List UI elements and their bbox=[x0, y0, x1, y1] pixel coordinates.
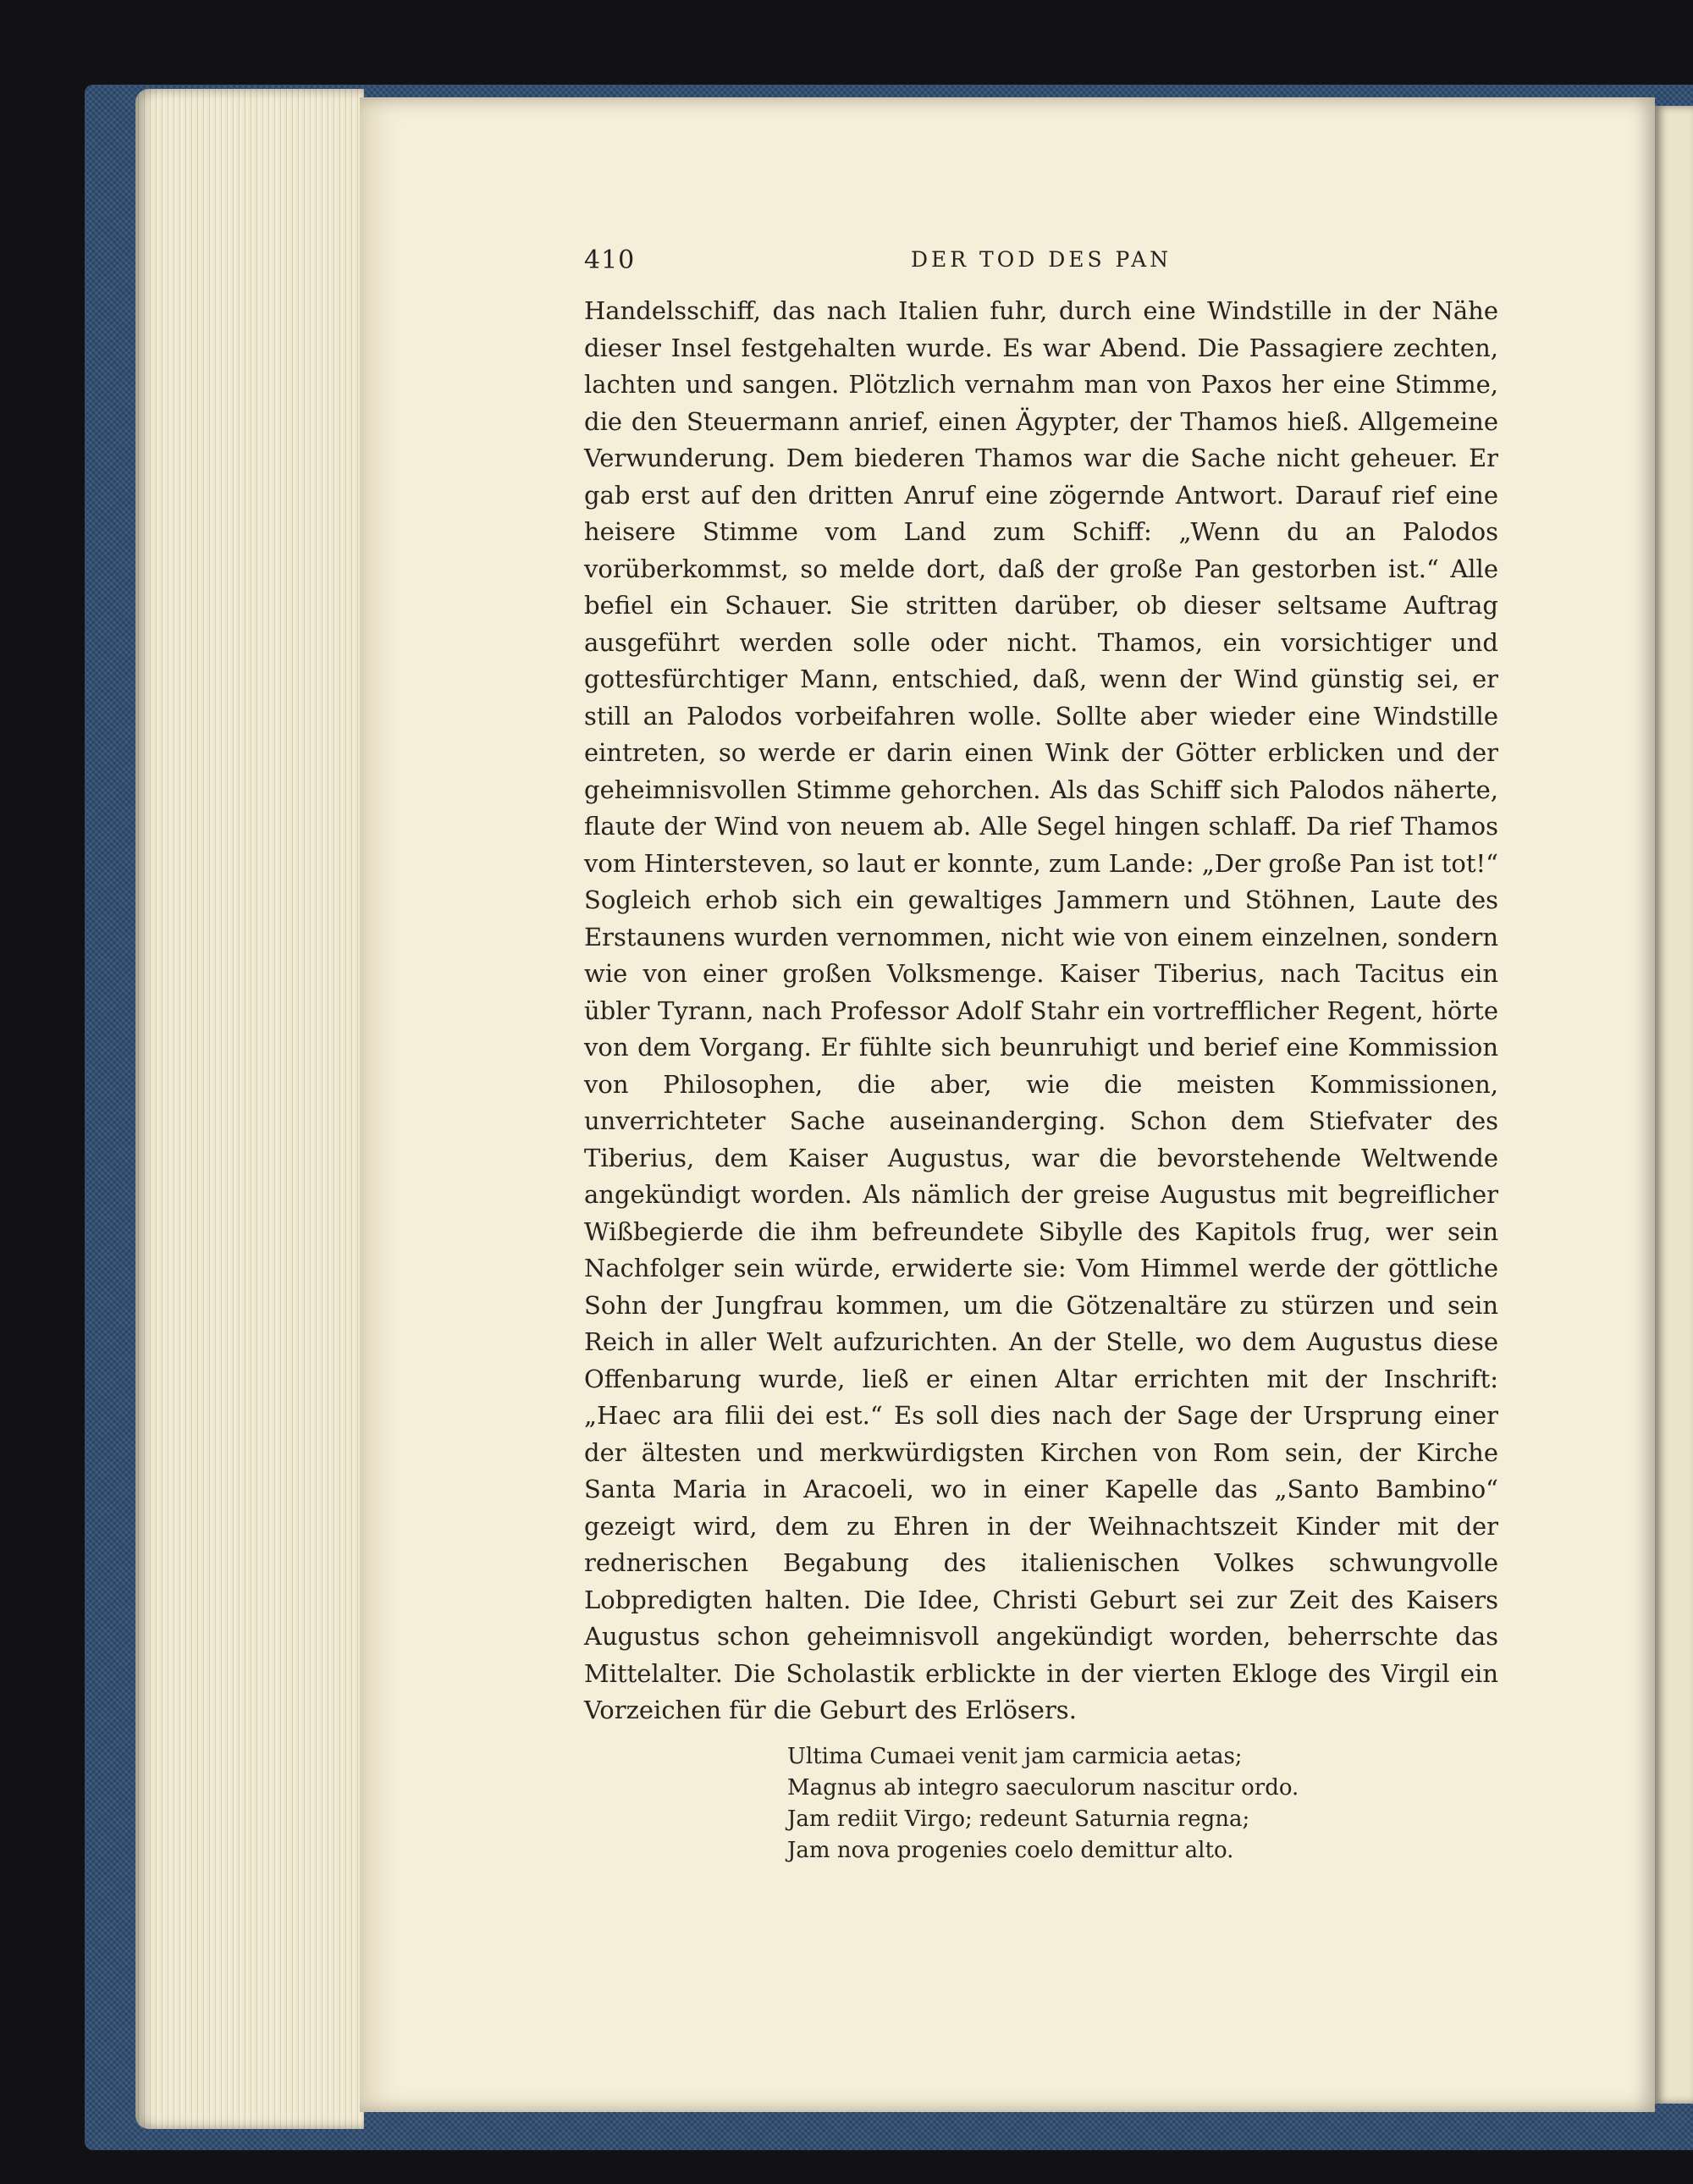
running-head bbox=[584, 245, 1498, 279]
next-page-edge bbox=[1655, 106, 1693, 2104]
verse-block bbox=[787, 1741, 1498, 1867]
verse-line: Magnus ab integro saeculorum nascitur ordo. bbox=[787, 1774, 1299, 1801]
verse-line: Jam nova progenies coelo demittur alto. bbox=[787, 1837, 1234, 1863]
verse-line: Jam rediit Virgo; redeunt Saturnia regna; bbox=[787, 1806, 1250, 1832]
verse-line: Ultima Cumaei venit jam carmicia aetas; bbox=[787, 1743, 1243, 1769]
page-content bbox=[584, 245, 1498, 1867]
body-paragraph: Handelsschiff, das nach Italien fuhr, durch eine Windstille in der Nähe dieser Insel festgehalten wurde. Es war Abend. Die Passagiere zechten, lachten und sangen. Plötzlich vernahm man von Paxos her eine Stimme, die den Steuermann anrief, einen Ägypter, der Thamos hieß. Allgemeine Verwunderung. Dem biederen Thamos war die Sache nicht geheuer. Er gab erst auf den dritten Anruf eine zögernde Antwort. Darauf rief eine heisere Stimme vom Land zum Schiff: „Wenn du an Palodos vorüberkommst, so melde dort, daß der große Pan gestorben ist.“ Alle befiel ein Schauer. Sie stritten darüber, ob dieser seltsame Auftrag ausgeführt werden solle oder nicht. Thamos, ein vorsichtiger und gottesfürchtiger Mann, entschied, daß, wenn der Wind günstig sei, er still an Palodos vorbeifahren wolle. Sollte aber wieder eine Windstille eintreten, so werde er darin einen Wink der Götter erblicken und der geheimnisvollen Stimme gehorchen. Als das Schiff sich Palodos näherte, flaute der Wind von neuem ab. Alle Segel hingen schlaff. Da rief Thamos vom Hintersteven, so laut er konnte, zum Lande: „Der große Pan ist tot!“ Sogleich erhob sich ein gewaltiges Jammern und Stöhnen, Laute des Erstaunens wurden vernommen, nicht wie von einem einzelnen, sondern wie von einer großen Volksmenge. Kaiser Tiberius, nach Tacitus ein übler Tyrann, nach Professor Adolf Stahr ein vortrefflicher Regent, hörte von dem Vorgang. Er fühlte sich beunruhigt und berief eine Kommission von Philosophen, die aber, wie die meisten Kommissionen, unverrichteter Sache auseinanderging. Schon dem Stiefvater des Tiberius, dem Kaiser Augustus, war die bevorstehende Weltwende angekündigt worden. Als nämlich der greise Augustus mit begreiflicher Wißbegierde die ihm befreundete Sibylle des Kapitols frug, wer sein Nachfolger sein würde, erwiderte sie: Vom Himmel werde der göttliche Sohn der Jungfrau kommen, um die Götzenaltäre zu stürzen und sein Reich in aller Welt aufzurichten. An der Stelle, wo dem Augustus diese Offenbarung wurde, ließ er einen Altar errichten mit der Inschrift: „Haec ara filii dei est.“ Es soll dies nach der Sage der Ursprung einer der ältesten und merkwürdigsten Kirchen von Rom sein, der Kirche Santa Maria in Aracoeli, wo in einer Kapelle das „Santo Bambino“ gezeigt wird, dem zu Ehren in der Weihnachtszeit Kinder mit der rednerischen Begabung des italienischen Volkes schwungvolle Lobpredigten halten. Die Idee, Christi Geburt sei zur Zeit des Kaisers Augustus schon geheimnisvoll angekündigt worden, beherrschte das Mittelalter. Die Scholastik erblickte in der vierten Ekloge des Virgil ein Vorzeichen für die Geburt des Erlösers. bbox=[584, 296, 1498, 1724]
chapter-title: DER TOD DES PAN bbox=[910, 247, 1172, 272]
page-edges bbox=[135, 89, 364, 2129]
page-number: 410 bbox=[584, 245, 636, 275]
